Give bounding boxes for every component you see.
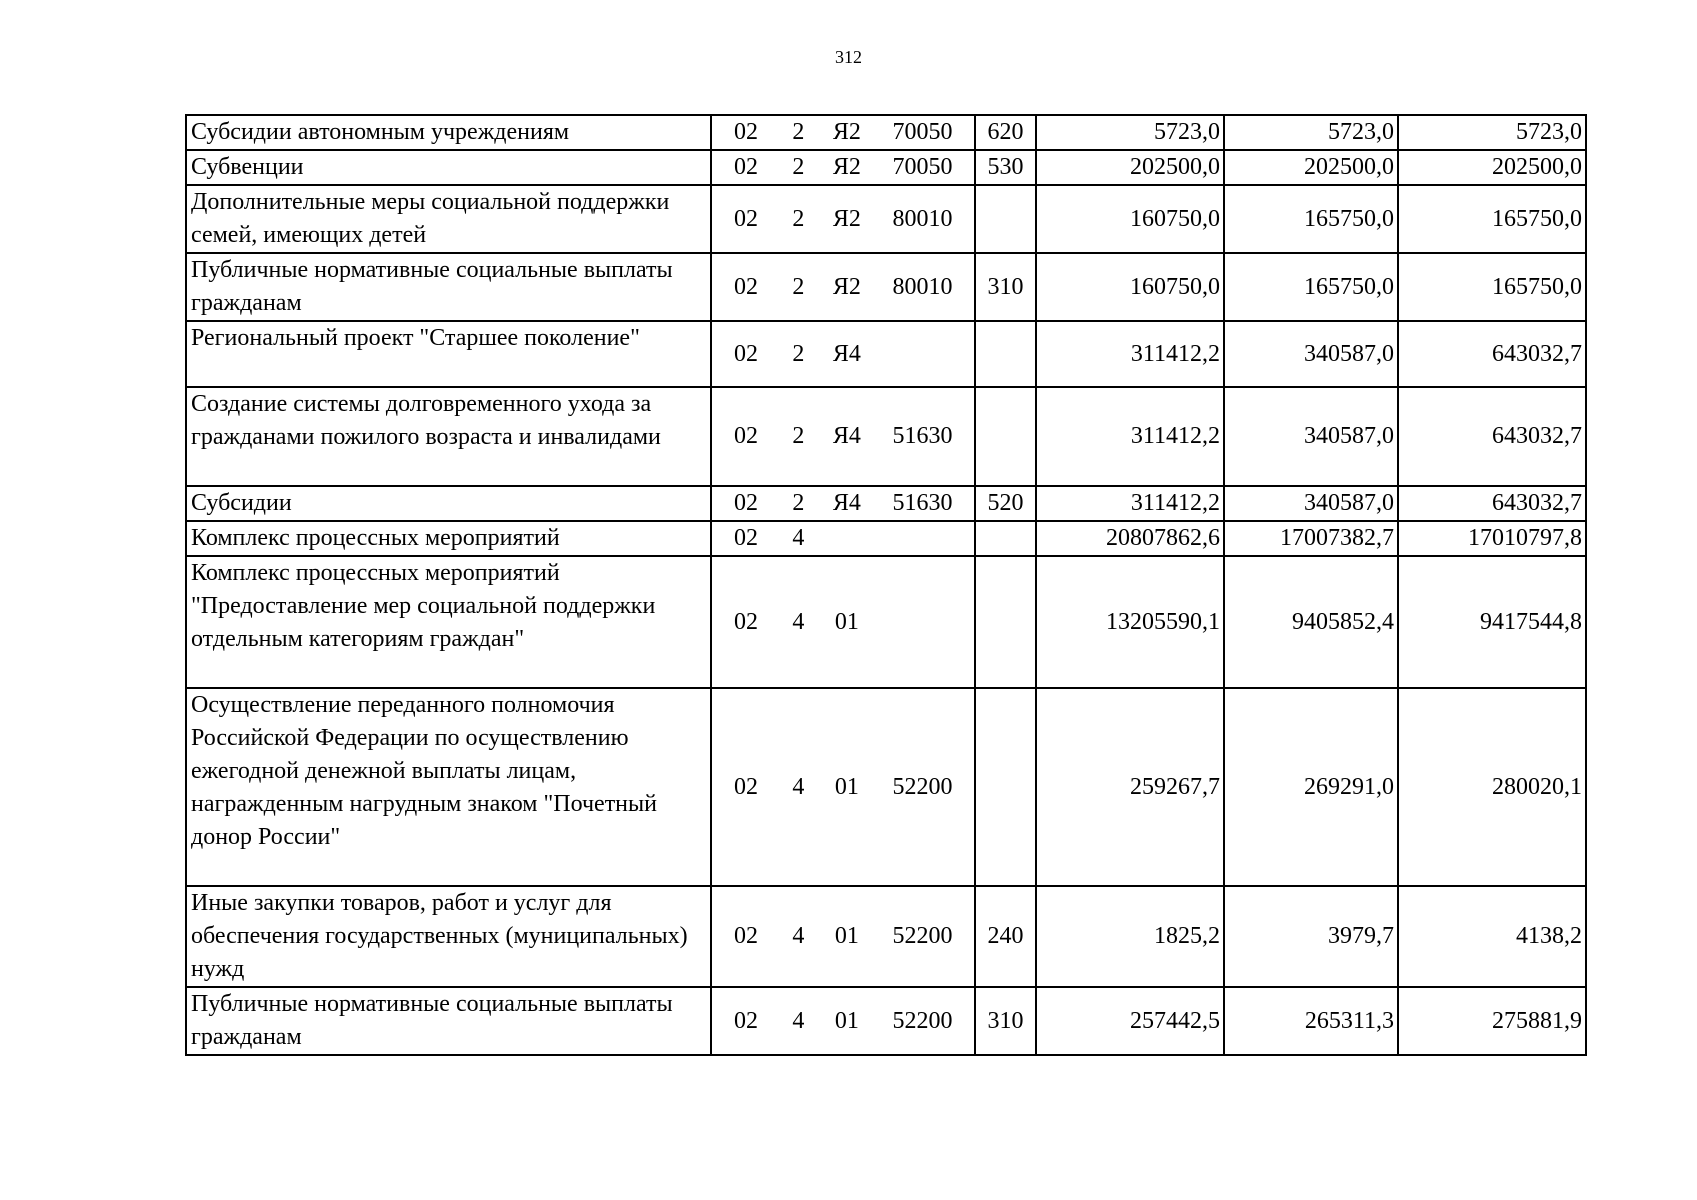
code-2: 2: [792, 205, 805, 232]
code-3: Я2: [832, 205, 861, 232]
code-group: [715, 338, 971, 371]
code-3: Я2: [832, 273, 861, 300]
table-row: [186, 387, 1586, 486]
table-row: [186, 115, 1586, 150]
amount-year-1: 1825,2: [1036, 886, 1224, 987]
code-4: 80010: [892, 273, 953, 300]
amount-year-1: 160750,0: [1036, 185, 1224, 253]
table-row: [186, 253, 1586, 321]
code-4: 52200: [892, 923, 953, 949]
amount-year-1: 160750,0: [1036, 253, 1224, 321]
code-4: 80010: [892, 205, 953, 232]
amount-year-2: 3979,7: [1224, 886, 1398, 987]
amount-year-1: 311412,2: [1036, 387, 1224, 486]
amount-year-2: 269291,0: [1224, 688, 1398, 886]
table-row: [186, 688, 1586, 886]
code-4: 51630: [892, 490, 953, 516]
code-2: 2: [792, 273, 805, 300]
amount-year-3: 4138,2: [1398, 886, 1586, 987]
amount-year-2: 340587,0: [1224, 486, 1398, 521]
code-3: Я2: [832, 154, 861, 180]
code-2: 4: [792, 923, 805, 949]
amount-year-2: 340587,0: [1224, 321, 1398, 387]
code-group: [715, 606, 971, 639]
code-2: 4: [792, 608, 805, 635]
amount-year-1: 20807862,6: [1036, 521, 1224, 556]
amount-year-2: 265311,3: [1224, 987, 1398, 1055]
expense-type-code: [975, 556, 1036, 688]
amount-year-1: 13205590,1: [1036, 556, 1224, 688]
row-name: Субсидии: [186, 486, 711, 521]
code-4: 70050: [892, 119, 953, 145]
row-codes: [711, 556, 975, 688]
amount-year-2: 5723,0: [1224, 115, 1398, 150]
page-number: 312: [835, 47, 862, 67]
amount-year-3: 643032,7: [1398, 486, 1586, 521]
code-1: 02: [734, 423, 759, 449]
code-3: 01: [834, 923, 859, 949]
code-3: Я4: [832, 490, 861, 516]
code-3: 01: [834, 773, 859, 800]
code-2: 2: [792, 119, 805, 145]
code-3: Я4: [832, 340, 861, 367]
code-1: 02: [734, 608, 759, 635]
row-name: Субвенции: [186, 150, 711, 185]
code-group: [715, 1005, 971, 1038]
amount-year-3: 643032,7: [1398, 321, 1586, 387]
expense-type-code: [975, 387, 1036, 486]
code-2: 2: [792, 340, 805, 367]
amount-year-1: 5723,0: [1036, 115, 1224, 150]
amount-year-2: 165750,0: [1224, 185, 1398, 253]
budget-table-body: [186, 115, 1586, 1055]
table-row: [186, 321, 1586, 387]
row-name: Иные закупки товаров, работ и услуг для обеспечения государственных (муниципальных) нужд: [186, 886, 711, 987]
row-name: Осуществление переданного полномочия Российской Федерации по осуществлению ежегодной денежной выплаты лицам, награжденным нагрудным знаком "Почетный донор России": [186, 688, 711, 886]
row-codes: [711, 115, 975, 150]
code-group: [715, 487, 971, 520]
code-1: 02: [734, 119, 759, 145]
amount-year-1: 259267,7: [1036, 688, 1224, 886]
code-group: [715, 203, 971, 236]
expense-type-code: [975, 521, 1036, 556]
row-codes: [711, 253, 975, 321]
table-row: [186, 185, 1586, 253]
table-row: [186, 886, 1586, 987]
amount-year-2: 202500,0: [1224, 150, 1398, 185]
code-3: Я2: [832, 119, 861, 145]
expense-type-code: [975, 688, 1036, 886]
amount-year-3: 165750,0: [1398, 185, 1586, 253]
budget-table: [185, 114, 1587, 1056]
code-group: [715, 771, 971, 804]
code-2: 2: [792, 154, 805, 180]
code-2: 2: [792, 490, 805, 516]
row-codes: [711, 185, 975, 253]
row-codes: [711, 486, 975, 521]
amount-year-3: 280020,1: [1398, 688, 1586, 886]
code-group: [715, 920, 971, 953]
row-name: Публичные нормативные социальные выплаты гражданам: [186, 253, 711, 321]
row-name: Комплекс процессных мероприятий "Предоставление мер социальной поддержки отдельным категориям граждан": [186, 556, 711, 688]
code-group: [715, 151, 971, 184]
expense-type-code: [975, 321, 1036, 387]
code-group: [715, 116, 971, 149]
row-codes: [711, 521, 975, 556]
code-1: 02: [734, 923, 759, 949]
code-4: 52200: [892, 773, 953, 800]
row-codes: [711, 150, 975, 185]
row-name: Дополнительные меры социальной поддержки семей, имеющих детей: [186, 185, 711, 253]
code-1: 02: [734, 205, 759, 232]
amount-year-3: 275881,9: [1398, 987, 1586, 1055]
amount-year-3: 17010797,8: [1398, 521, 1586, 556]
amount-year-1: 257442,5: [1036, 987, 1224, 1055]
table-row: [186, 150, 1586, 185]
amount-year-3: 643032,7: [1398, 387, 1586, 486]
code-2: 4: [792, 525, 805, 551]
row-codes: [711, 886, 975, 987]
code-group: [715, 420, 971, 453]
row-name: Публичные нормативные социальные выплаты гражданам: [186, 987, 711, 1055]
amount-year-2: 340587,0: [1224, 387, 1398, 486]
code-2: 4: [792, 773, 805, 800]
code-4: 52200: [892, 1007, 953, 1034]
code-1: 02: [734, 773, 759, 800]
amount-year-2: 9405852,4: [1224, 556, 1398, 688]
code-1: 02: [734, 154, 759, 180]
amount-year-3: 9417544,8: [1398, 556, 1586, 688]
amount-year-3: 5723,0: [1398, 115, 1586, 150]
code-1: 02: [734, 1007, 759, 1034]
code-1: 02: [734, 273, 759, 300]
code-group: [715, 271, 971, 304]
code-3: 01: [834, 1007, 859, 1034]
expense-type-code: 240: [975, 886, 1036, 987]
table-row: [186, 987, 1586, 1055]
amount-year-1: 202500,0: [1036, 150, 1224, 185]
table-row: [186, 486, 1586, 521]
row-name: Региональный проект "Старшее поколение": [186, 321, 711, 387]
amount-year-2: 165750,0: [1224, 253, 1398, 321]
amount-year-1: 311412,2: [1036, 486, 1224, 521]
expense-type-code: 310: [975, 253, 1036, 321]
row-codes: [711, 987, 975, 1055]
code-4: 70050: [892, 154, 953, 180]
row-codes: [711, 321, 975, 387]
expense-type-code: 620: [975, 115, 1036, 150]
amount-year-2: 17007382,7: [1224, 521, 1398, 556]
table-row: [186, 556, 1586, 688]
row-name: Комплекс процессных мероприятий: [186, 521, 711, 556]
code-group: [715, 522, 971, 555]
code-3: Я4: [832, 423, 861, 449]
amount-year-3: 202500,0: [1398, 150, 1586, 185]
amount-year-1: 311412,2: [1036, 321, 1224, 387]
row-codes: [711, 387, 975, 486]
code-3: 01: [834, 608, 859, 635]
code-2: 4: [792, 1007, 805, 1034]
expense-type-code: 530: [975, 150, 1036, 185]
code-2: 2: [792, 423, 805, 449]
code-1: 02: [734, 525, 759, 551]
expense-type-code: 520: [975, 486, 1036, 521]
expense-type-code: 310: [975, 987, 1036, 1055]
code-1: 02: [734, 340, 759, 367]
row-name: Создание системы долговременного ухода за гражданами пожилого возраста и инвалидами: [186, 387, 711, 486]
table-row: [186, 521, 1586, 556]
amount-year-3: 165750,0: [1398, 253, 1586, 321]
row-codes: [711, 688, 975, 886]
expense-type-code: [975, 185, 1036, 253]
row-name: Субсидии автономным учреждениям: [186, 115, 711, 150]
code-1: 02: [734, 490, 759, 516]
code-4: 51630: [892, 423, 953, 449]
